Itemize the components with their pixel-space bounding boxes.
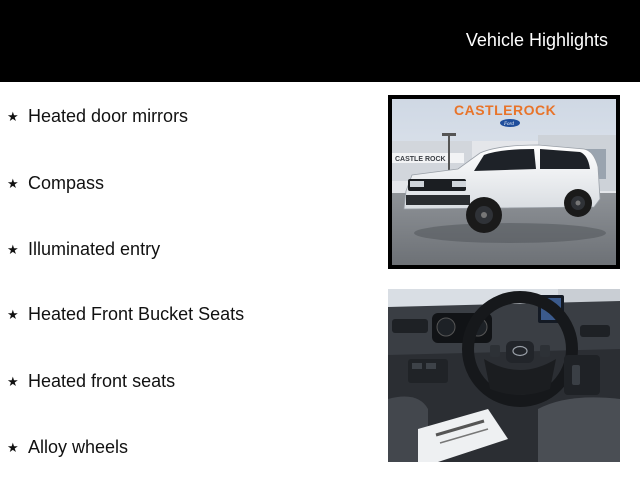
- star-icon: ★: [7, 108, 19, 124]
- feature-item: [7, 104, 188, 128]
- feature-label: Heated Front Bucket Seats: [28, 303, 245, 324]
- feature-item: [7, 171, 104, 195]
- star-icon: ★: [7, 175, 19, 191]
- star-icon: ★: [7, 241, 19, 257]
- feature-label: Compass: [28, 172, 105, 193]
- ford-badge-text: Ford: [504, 122, 514, 127]
- star-icon: ★: [7, 373, 19, 389]
- feature-label: Illuminated entry: [28, 238, 161, 259]
- page-title: Vehicle Highlights: [465, 30, 608, 50]
- feature-item: [7, 237, 160, 261]
- feature-label: Heated front seats: [28, 370, 176, 391]
- vehicle-exterior-photo[interactable]: [388, 95, 620, 269]
- feature-label: Heated door mirrors: [28, 105, 189, 126]
- building-sign-text: CASTLE ROCK: [395, 156, 446, 163]
- dealer-logo-text: CASTLEROCK: [454, 102, 557, 118]
- star-icon: ★: [7, 306, 19, 322]
- header-bar: [0, 0, 640, 82]
- star-icon: ★: [7, 439, 19, 455]
- feature-item: [7, 435, 128, 459]
- feature-item: [7, 302, 244, 326]
- feature-label: Alloy wheels: [28, 436, 129, 457]
- vehicle-interior-photo[interactable]: [388, 289, 620, 462]
- feature-item: [7, 369, 175, 393]
